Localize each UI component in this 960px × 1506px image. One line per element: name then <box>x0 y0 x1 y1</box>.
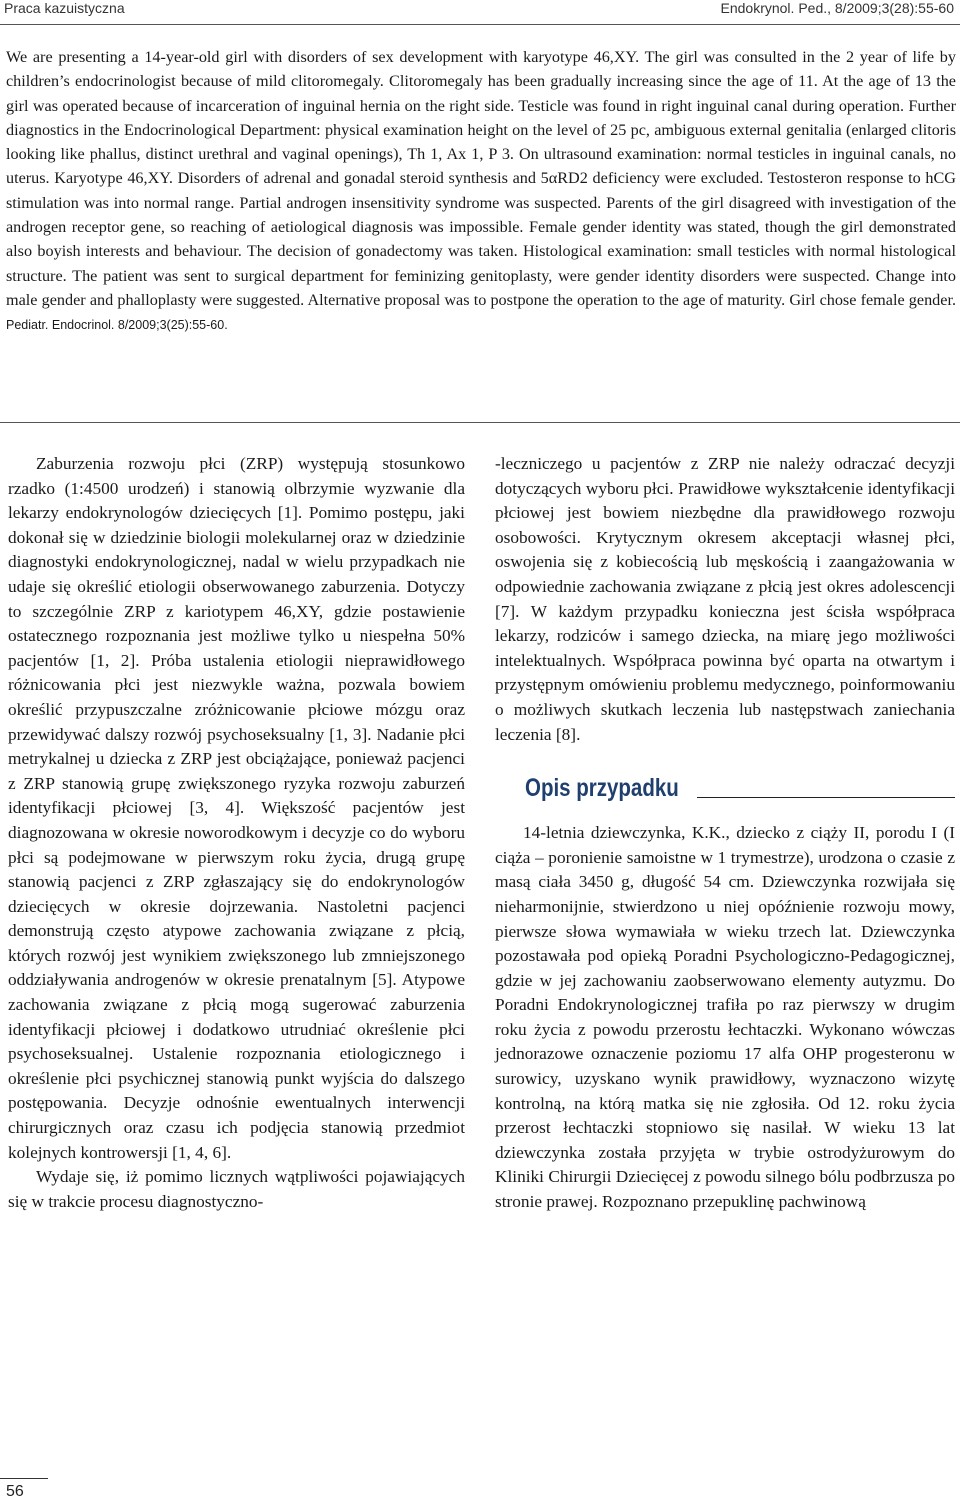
abstract-rule <box>0 422 960 423</box>
body-paragraph: -leczniczego u pacjentów z ZRP nie należy odraczać decyzji dotyczących wyboru płci. Prawidłowe wykształcenie identyfikacji płciowej jest bowiem niezbędne dla prawidłowego rozwoju osobowości. Krytycznym okresem akceptacji własnej płci, oswojenia się z kobiecością lub męskością i zaangażowania w odpowiednie zachowania związane z płcią jest okres adolescencji [7]. W każdym przypadku konieczna jest ścisła współpraca lekarzy, rodziców i samego dziecka, na miarę jego możliwości intelektualnych. Współpraca powinna być oparta na otwartym i przystępnym omówieniu problemu medycznego, poinformowaniu o możliwych skutkach leczenia lub następstwach zaniechania leczenia [8]. <box>495 454 955 744</box>
header-rule <box>0 24 960 25</box>
page-number-rule <box>0 1478 48 1479</box>
section-heading-block <box>525 773 955 803</box>
page-number: 56 <box>6 1483 24 1500</box>
right-column <box>495 452 955 1215</box>
body-paragraph: Zaburzenia rozwoju płci (ZRP) występują stosunkowo rzadko (1:4500 urodzeń) i stanowią olbrzymie wyzwanie dla lekarzy endokrynologów dziecięcych [1]. Pomimo postępu, jaki dokonał się w dziedzinie biologii molekularnej oraz w dziedzinie diagnostyki endokrynologicznej, nadal w wielu przypadkach nie udaje się określić etiologii obserwowanego zaburzenia. Dotyczy to szczególnie ZRP z kariotypem 46,XY, gdzie postawienie ostatecznego rozpoznania jest możliwe tylko u niespełna 50% pacjentów [1, 2]. Próba ustalenia etiologii nieprawidłowego różnicowania płci jest niezwykle ważna, pozwala bowiem określić przypuszczalne zróżnicowanie płciowe mózgu oraz przewidywać dalszy rozwój psychoseksualny [1, 3]. Nadanie płci metrykalnej u dziecka z ZRP jest obciążające, ponieważ pacjenci z ZRP stanowią grupę zwiększonego ryzyka rozwoju zaburzeń identyfikacji płciowej [3, 4]. Większość pacjentów jest diagnozowana w okresie noworodkowym i decyzje co do wyboru płci są podejmowane w pierwszym roku życia, drugą grupę stanowią pacjenci z ZRP zgłaszający się do endokrynologów dziecięcych w okresie dojrzewania. Nastoletni pacjenci demonstrują często atypowe zachowania związane z płcią, których rozwój jest wynikiem zwiększonego lub zmniejszonego oddziaływania androgenów w okresie prenatalnym [5]. Atypowe zachowania związane z płcią mogą sugerować zaburzenia identyfikacji płciowej i dodatkowo utrudniać określenie płci psychoseksualnej. Ustalenie rozpoznania etiologicznego i określenie płci psychicznej stanowią punkt wyjścia do dalszego postępowania. Decyzje odnośnie ewentualnych interwencji chirurgicznych oraz czasu ich podjęcia stanowią przedmiot kolejnych kontrowersji [1, 4, 6]. <box>8 454 465 1162</box>
heading-underline <box>697 797 955 798</box>
running-header-left: Praca kazuistyczna <box>4 0 125 16</box>
left-column <box>8 452 465 1214</box>
abstract <box>6 45 956 338</box>
abstract-citation: Pediatr. Endocrinol. 8/2009;3(25):55-60. <box>6 318 228 333</box>
abstract-text: We are presenting a 14-year-old girl with disorders of sex development with karyotype 46,XY. The girl was consulted in the 2 year of life by children’s endocrinologist because of mild clitoromegaly. Clitoromegaly has been gradually increasing since the age of 11. At the age of 13 the girl was operated because of incarceration of inguinal hernia on the right side. Testicle was found in right inguinal canal during operation. Further diagnostics in the Endocrinological Department: physical examination height on the level of 25 pc, ambiguous external genitalia (enlarged clitoris looking like phallus, distinct urethral and vaginal openings), Th 1, Ax 1, P 3. On ultrasound examination: normal testicles in inguinal canals, no uterus. Karyotype 46,XY. Disorders of adrenal and gonadal steroid synthesis and 5αRD2 deficiency were excluded. Testosteron response to hCG stimulation was into normal range. Partial androgen insensitivity syndrome was suspected. Parents of the girl disagreed with investigation of the androgen receptor gene, so reaching of aetiological diagnosis was impossible. Female gender identity was stated, though the girl demonstrated also boyish interests and behaviour. The decision of gonadectomy was taken. Histological examination: small testicles with normal histological structure. The patient was sent to surgical department for feminizing genitoplasty, were gender identity disorders were suspected. Change into male gender and phalloplasty were suggested. Alternative proposal was to postpone the operation to the age of maturity. Girl chose female gender. <box>6 48 956 309</box>
running-header-right: Endokrynol. Ped., 8/2009;3(28):55-60 <box>720 0 954 16</box>
body-paragraph: 14-letnia dziewczynka, K.K., dziecko z ciąży II, porodu I (I ciąża – poronienie samoistne w 1 trymestrze), urodzona o czasie z masą ciała 3450 g, długość 54 cm. Dziewczynka rozwijała się nieharmonijnie, stwierdzono u niej opóźnienie rozwoju mowy, pierwsze słowa wymawiała w wieku trzech lat. Dziewczynka pozostawała pod opieką Poradni Psychologiczno-Pedagogicznej, gdzie w jej zachowaniu zaobserwowano elementy autyzmu. Do Poradni Endokrynologicznej trafiła po raz pierwszy w drugim roku życia z powodu przerostu łechtaczki. Wykonano wówczas jednorazowe oznaczenie poziomu 17 alfa OHP progesteronu w surowicy, uzyskano wynik prawidłowy, wyznaczono wizytę kontrolną, na którą matka się nie zgłosiła. Od 12. roku życia przerost łechtaczki stopniowo się nasilał. W wieku 13 lat dziewczynka została przyjęta w trybie ostrodyżurowym do Kliniki Chirurgii Dziecięcej z powodu silnego bólu podbrzusza po stronie prawej. Rozpoznano przepuklinę pachwinową <box>495 823 955 1212</box>
body-paragraph: Wydaje się, iż pomimo licznych wątpliwości pojawiających się w trakcie procesu diagnostyczno- <box>8 1167 465 1211</box>
section-heading: Opis przypadku <box>525 774 679 803</box>
